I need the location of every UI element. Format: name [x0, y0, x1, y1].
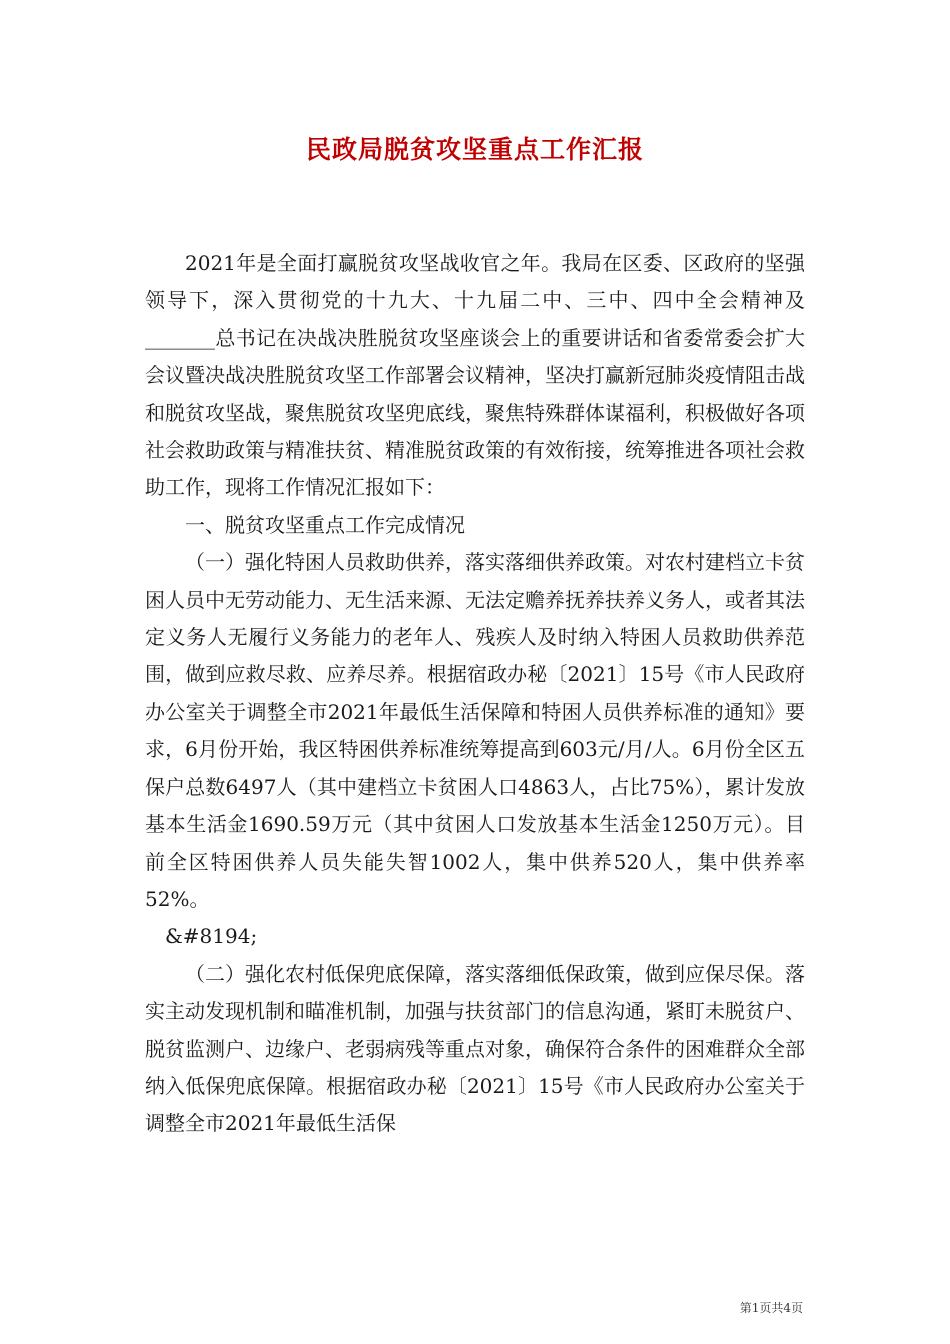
section-heading: 一、脱贫攻坚重点工作完成情况	[185, 512, 465, 537]
intro-paragraph: 2021年是全面打赢脱贫攻坚战收官之年。我局在区委、区政府的坚强领导下，深入贯彻党的十九大、十九届二中、三中、四中全会精神及_______总书记在决战决胜脱贫攻坚座谈会上的重要讲话和省委常委会扩大会议暨决战决胜脱贫攻坚工作部署会议精神，坚决打赢新冠肺炎疫情阻击战和脱贫攻坚战，聚焦脱贫攻坚兜底线，聚焦特殊群体谋福利，积极做好各项社会救助政策与精准扶贫、精准脱贫政策的有效衔接，统筹推进各项社会救助工作，现将工作情况汇报如下：	[145, 251, 805, 500]
document-body	[145, 245, 805, 1143]
section-2-paragraph: （二）强化农村低保兜底保障，落实落细低保政策，做到应保尽保。落实主动发现机制和瞄准机制，加强与扶贫部门的信息沟通，紧盯未脱贫户、脱贫监测户、边缘户、老弱病残等重点对象，确保符合条件的困难群众全部纳入低保兜底保障。根据宿政办秘〔2021〕15号《市人民政府办公室关于调整全市2021年最低生活保	[145, 961, 805, 1136]
section-1-paragraph: （一）强化特困人员救助供养，落实落细供养政策。对农村建档立卡贫困人员中无劳动能力、无生活来源、无法定赡养抚养扶养义务人，或者其法定义务人无履行义务能力的老年人、残疾人及时纳入特困人员救助供养范围，做到应救尽救、应养尽养。根据宿政办秘〔2021〕15号《市人民政府办公室关于调整全市2021年最低生活保障和特困人员供养标准的通知》要求，6月份开始，我区特困供养标准统筹提高到603元/月/人。6月份全区五保户总数6497人（其中建档立卡贫困人口4863人，占比75%），累计发放基本生活金1690.59万元（其中贫困人口发放基本生活金1250万元）。目前全区特困供养人员失能失智1002人，集中供养520人，集中供养率52%。	[145, 550, 805, 911]
document-title: 民政局脱贫攻坚重点工作汇报	[305, 135, 644, 164]
stray-entity-text: &#8194;	[165, 924, 258, 949]
page-number: 第1页共4页	[739, 1301, 803, 1315]
